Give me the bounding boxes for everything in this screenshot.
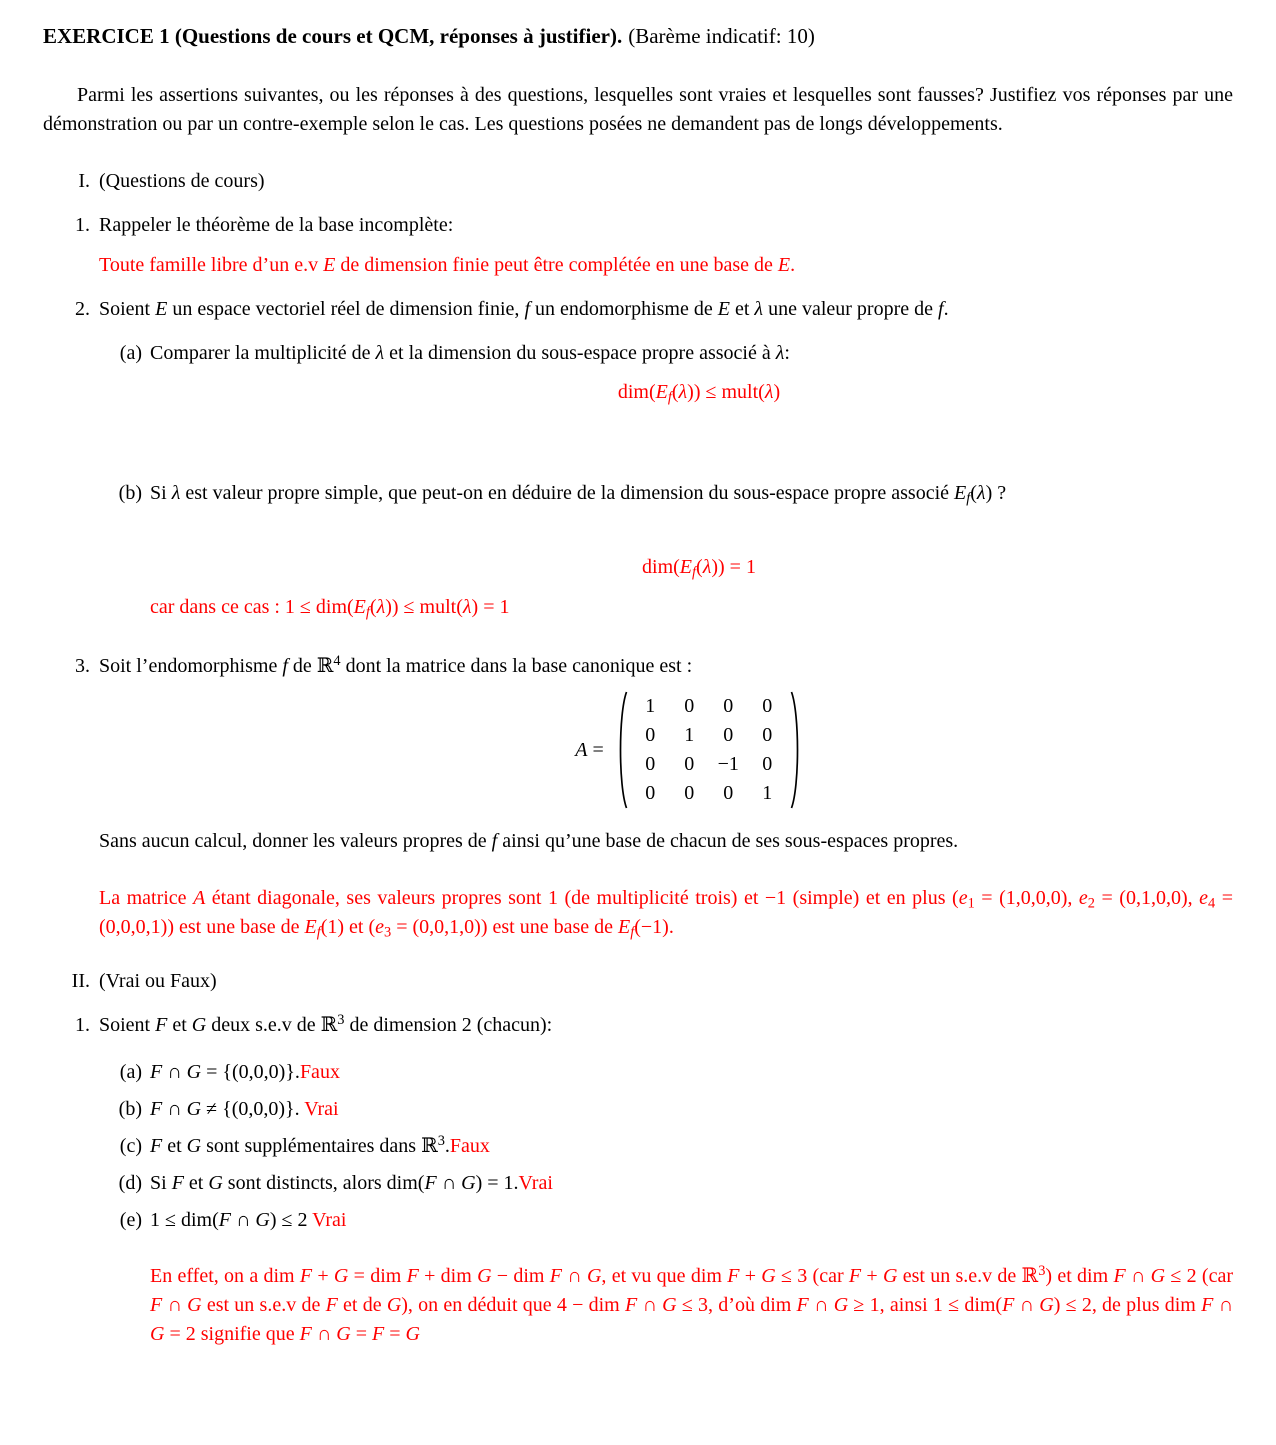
matrix-cell: −1: [717, 753, 739, 775]
part1-title: (Questions de cours): [99, 170, 265, 192]
intro-paragraph: Parmi les assertions suivantes, ou les réponses à des questions, lesquelles sont vraies et lesquelles sont fausses? Justifiez vos réponses par une démonstration ou par un contre-exemple selon le cas. Les questions posées ne demandent pas de longs développements.: [43, 84, 1233, 135]
matrix-equation: [99, 689, 1233, 811]
question-2a-text: Comparer la multiplicité de λ et la dimension du sous-espace propre associé à λ:: [150, 342, 790, 364]
matrix-cell: 0: [684, 753, 695, 775]
part2-number: II.: [71, 970, 90, 992]
part2-question-1: [43, 1011, 1233, 1349]
tf-item-a: [99, 1058, 1233, 1087]
matrix-cell: 0: [684, 695, 695, 717]
part1-header: [43, 167, 1233, 196]
exercise-heading: [43, 22, 1233, 51]
tf-item-e: [99, 1206, 1233, 1235]
matrix-lhs: A =: [575, 738, 604, 761]
question-2-number: 2.: [75, 298, 90, 320]
question-3-followup: Sans aucun calcul, donner les valeurs propres de f ainsi qu’une base de chacun de ses sous-espaces propres.: [99, 830, 959, 852]
matrix-grid: [631, 692, 787, 808]
tf-item-c-verdict: Faux: [449, 1135, 490, 1157]
tf-item-c-statement: F et G sont supplémentaires dans ℝ$^3$.: [150, 1132, 450, 1157]
exercise-title: EXERCICE 1 (Questions de cours et QCM, réponses à justifier).: [43, 24, 623, 48]
question-2: [43, 295, 1233, 622]
question-2b-answer-formula: $dim(E_f(\lambda)) = 1$: [642, 556, 756, 581]
question-1-answer: Toute famille libre d’un e.v E de dimension finie peut être complétée en une base de E.: [99, 254, 796, 276]
matrix-cell: 0: [762, 695, 773, 717]
question-3: [43, 652, 1233, 942]
matrix-cell: 0: [723, 782, 734, 804]
tf-item-b-statement: F ∩ G ≠ {(0,0,0)}.: [150, 1098, 305, 1120]
exercise-grading: (Barème indicatif: 10): [628, 24, 815, 48]
question-3-answer: La matrice A étant diagonale, ses valeurs propres sont 1 (de multiplicité trois) et −1 (simple) et en plus ($e_1 = (1,0,0,0)$, $e_2 = (0,1,0,0)$, $e_4 = (0,0,0,1)$) est une base de $E_f(1)$ et $(e_3 = (0,0,1,0))$ est une base de $E_f(-1)$.: [99, 887, 1234, 941]
left-paren-icon: [614, 690, 629, 810]
tf-item-d-label: (d): [118, 1172, 142, 1194]
tf-item-b: [99, 1095, 1233, 1124]
tf-item-b-verdict: Vrai: [304, 1098, 339, 1120]
matrix-cell: 0: [645, 782, 656, 804]
matrix-cell: 1: [762, 782, 773, 804]
question-3-text: Soit l’endomorphisme f de ℝ$^4$ dont la matrice dans la base canonique est :: [99, 652, 693, 677]
matrix-cell: 0: [684, 782, 695, 804]
matrix-cell: 0: [645, 753, 656, 775]
question-3-number: 3.: [75, 655, 90, 677]
part2-justification: En effet, on a dim F + G = dim F + dim G − dim F ∩ G, et vu que dim F + G ≤ 3 (car F + G est un s.e.v de ℝ$^3$) et dim F ∩ G ≤ 2 (car F ∩ G est un s.e.v de F et de G), on en déduit que 4 − dim F ∩ G ≤ 3, d’où dim F ∩ G ≥ 1, ainsi 1 ≤ dim(F ∩ G) ≤ 2, de plus dim F ∩ G = 2 signifie que F ∩ G = F = G: [150, 1262, 1234, 1345]
tf-item-a-verdict: Faux: [299, 1061, 340, 1083]
tf-item-c: [99, 1132, 1233, 1161]
tf-item-b-label: (b): [118, 1098, 142, 1120]
tf-item-e-statement: 1 ≤ dim(F ∩ G) ≤ 2: [150, 1209, 313, 1231]
question-2a-answer-formula: $dim(E_f(\lambda))$ ≤ mult(λ): [617, 381, 781, 406]
question-1: [43, 211, 1233, 280]
part2-header: [43, 967, 1233, 996]
matrix-cell: 1: [645, 695, 656, 717]
question-2a-label: (a): [119, 342, 142, 364]
part2-question-1-number: 1.: [75, 1014, 90, 1036]
question-2a: [99, 339, 1233, 368]
right-paren-icon: [789, 690, 804, 810]
part2-title: (Vrai ou Faux): [99, 970, 217, 992]
tf-item-c-label: (c): [119, 1135, 142, 1157]
tf-item-a-label: (a): [119, 1061, 142, 1083]
tf-item-d-verdict: Vrai: [518, 1172, 553, 1194]
tf-item-e-label: (e): [119, 1209, 142, 1231]
part2-question-1-text: Soient F et G deux s.e.v de ℝ$^3$ de dimension 2 (chacun):: [99, 1011, 553, 1036]
matrix-cell: 0: [762, 724, 773, 746]
question-2-text: Soient E un espace vectoriel réel de dimension finie, f un endomorphisme de E et λ une valeur propre de f.: [99, 298, 949, 320]
question-2b-label: (b): [118, 482, 142, 504]
tf-item-a-statement: F ∩ G = {(0,0,0)}.: [150, 1061, 300, 1083]
tf-item-d-statement: Si F et G sont distincts, alors dim(F ∩ G) = 1.: [150, 1172, 519, 1194]
tf-item-e-verdict: Vrai: [312, 1209, 347, 1231]
matrix-cell: 0: [645, 724, 656, 746]
question-1-text: Rappeler le théorème de la base incomplète:: [99, 214, 454, 236]
tf-item-d: [99, 1169, 1233, 1198]
question-2b-text: Si λ est valeur propre simple, que peut-on en déduire de la dimension du sous-espace propre associé $E_f(\lambda)$ ?: [150, 482, 1007, 507]
question-1-number: 1.: [75, 214, 90, 236]
matrix-cell: 0: [762, 753, 773, 775]
matrix-cell: 0: [723, 695, 734, 717]
question-2b-answer-note: car dans ce cas : $1 \le dim(E_f(\lambda))$ ≤ mult(λ) = 1: [150, 596, 510, 621]
part1-number: I.: [78, 170, 90, 192]
matrix-cell: 1: [684, 724, 695, 746]
matrix-cell: 0: [723, 724, 734, 746]
true-false-list: [99, 1058, 1233, 1235]
question-2b: [99, 479, 1233, 508]
